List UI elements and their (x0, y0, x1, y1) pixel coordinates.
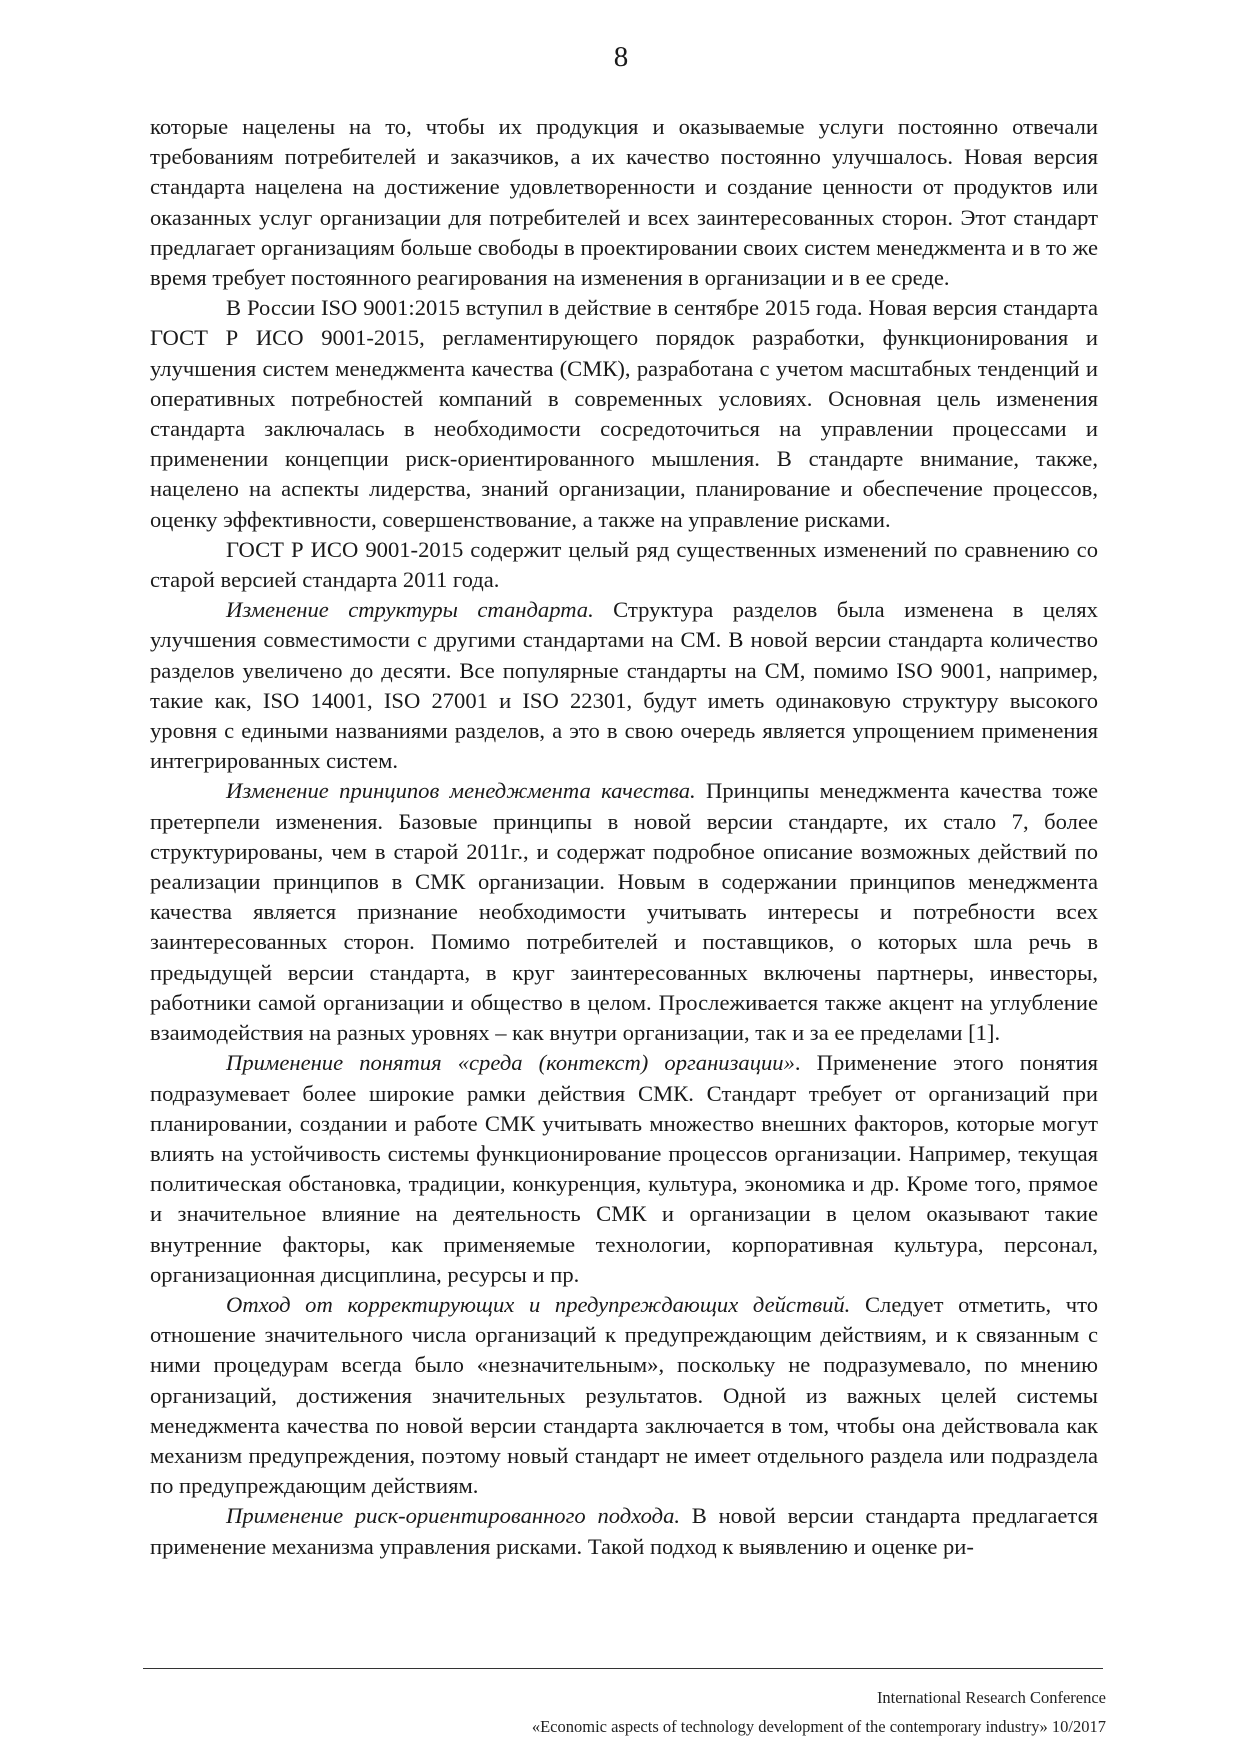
paragraph-text: Структура разделов была изменена в целях улучшения совместимости с другими стандартами на СМ. В новой версии стандарта количество разделов увеличено до десяти. Все популярные стандарты на СМ, помимо ISO 9001, например, такие как, ISO 14001, ISO 27001 и ISO 22301, будут иметь одинаковую структуру высокого уровня с едиными названиями разделов, а это в свою очередь является упрощением применения интегрированных систем. (150, 597, 1098, 774)
paragraph-text: В новой версии стандарта предлагается применение механизма управления рисками. Такой подход к выявлению и оценке ри- (150, 1503, 1098, 1559)
paragraph-lead: Изменение структуры стандарта. (226, 597, 594, 623)
paragraph-text: которые нацелены на то, чтобы их продукция и оказываемые услуги постоянно отвечали требованиям потребителей и заказчиков, а их качество постоянно улучшалось. Новая версия стандарта нацелена на достижение удовлетворенности и создание ценности от продуктов или оказанных услуг организации для потребителей и всех заинтересованных сторон. Этот стандарт предлагает организациям больше свободы в проектировании своих систем менеджмента и в то же время требует постоянного реагирования на изменения в организации и в ее среде. (150, 114, 1098, 291)
body-text (150, 112, 1098, 1562)
paragraph (150, 595, 1098, 776)
paragraph-text: В России ISO 9001:2015 вступил в действие в сентябре 2015 года. Новая версия стандарта ГОСТ Р ИСО 9001-2015, регламентирующего порядок разработки, функционирования и улучшения систем менеджмента качества (СМК), разработана с учетом масштабных тенденций и оперативных потребностей компаний в современных условиях. Основная цель изменения стандарта заключалась в необходимости сосредоточиться на управлении процессами и применении концепции риск-ориентированного мышления. В стандарте внимание, также, нацелено на аспекты лидерства, знаний организации, планирование и обеспечение процессов, оценку эффективности, совершенствование, а также на управление рисками. (150, 295, 1098, 532)
footer (532, 1683, 1106, 1741)
paragraph (150, 112, 1098, 293)
paragraph (150, 535, 1098, 595)
paragraph (150, 1048, 1098, 1290)
paragraph-lead: Применение понятия «среда (контекст) организации» (226, 1050, 795, 1076)
paragraph-text: ГОСТ Р ИСО 9001-2015 содержит целый ряд существенных изменений по сравнению со старой версией стандарта 2011 года. (150, 536, 1098, 593)
paragraph-text: . Применение этого понятия подразумевает более широкие рамки действия СМК. Стандарт требует от организаций при планировании, создании и работе СМК учитывать множество внешних факторов, которые могут влиять на устойчивость системы функционирование процессов организации. Например, текущая политическая обстановка, традиции, конкуренция, культура, экономика и др. Кроме того, прямое и значительное влияние на деятельность СМК и организации в целом оказывают такие внутренние факторы, как применяемые технологии, корпоративная культура, персонал, организационная дисциплина, ресурсы и пр. (150, 1050, 1098, 1287)
paragraph (150, 293, 1098, 535)
paragraph-lead: Применение риск-ориентированного подхода. (226, 1503, 681, 1529)
paragraph (150, 776, 1098, 1048)
paragraph-text: Следует отметить, что отношение значительного числа организаций к предупреждающим действиям, и к связанным с ними процедурам всегда было «незначительным», поскольку не подразумевало, по мнению организаций, достижения значительных результатов. Одной из важных целей системы менеджмента качества по новой версии стандарта заключается в том, чтобы она действовала как механизм предупреждения, поэтому новый стандарт не имеет отдельного раздела или подраздела по предупреждающим действиям. (150, 1291, 1098, 1499)
page-number: 8 (613, 41, 629, 73)
paragraph-lead: Изменение принципов менеджмента качества. (226, 778, 696, 804)
footer-conference-subtitle: «Economic aspects of technology development of the contemporary industry» 10/2017 (531, 1717, 1106, 1736)
paragraph-lead: Отход от корректирующих и предупреждающих действий. (226, 1291, 851, 1317)
paragraph (150, 1290, 1098, 1501)
paragraph (150, 1501, 1098, 1561)
footer-conference-title: International Research Conference (876, 1688, 1106, 1707)
footer-divider (143, 1668, 1103, 1669)
paragraph-text: Принципы менеджмента качества тоже претерпели изменения. Базовые принципы в новой версии стандарте, их стало 7, более структурированы, чем в старой 2011г., и содержат подробное описание возможных действий по реализации принципов в СМК организации. Новым в содержании принципов менеджмента качества является признание необходимости учитывать интересы и потребности всех заинтересованных сторон. Помимо потребителей и поставщиков, о которых шла речь в предыдущей версии стандарта, в круг заинтересованных включены партнеры, инвесторы, работники самой организации и общество в целом. Прослеживается также акцент на углубление взаимодействия на разных уровнях – как внутри организации, так и за ее пределами [1]. (150, 778, 1098, 1046)
